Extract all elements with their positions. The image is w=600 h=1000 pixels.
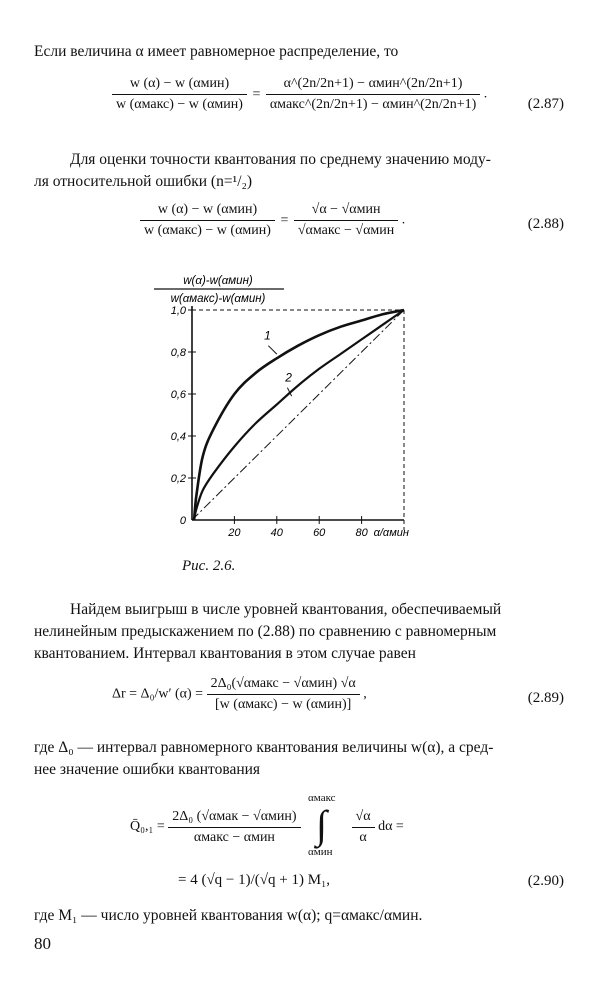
equation-2-88: $\frac{\text{w (α) − w (αмин)}}{\text{w (αмакс) − w (αмин)}}$ = $\frac{\text{√α − √αмин}}{\text{√αмакс − √αмин}}$ . bbox=[140, 202, 405, 239]
integral-sign: αмакс ∫ αмин bbox=[308, 792, 336, 858]
equation-number: (2.88) bbox=[527, 216, 564, 232]
paragraph-line: нелинейным предыскажением по (2.88) по сравнению с равномерным bbox=[34, 623, 497, 640]
fraction-denominator: w (αмакс) − w (αмин) bbox=[116, 97, 243, 112]
fraction-numerator: w (α) − w (αмин) bbox=[112, 76, 247, 95]
fraction-denominator: w (αмакс) − w (αмин) bbox=[144, 223, 271, 238]
series-line-linear bbox=[192, 310, 404, 520]
y-tick-label: 0 bbox=[179, 515, 186, 527]
equation-2-89-rhs bbox=[207, 676, 360, 713]
y-tick-label: 0,4 bbox=[170, 431, 186, 443]
paragraph-line: Если величина α имеет равномерное распределение, то bbox=[34, 43, 399, 60]
figure-caption: Рис. 2.6. bbox=[182, 558, 236, 574]
integral-upper-limit: αмакс bbox=[308, 792, 336, 804]
fraction-denominator: αмакс^(2n/2n+1) − αмин^(2n/2n+1) bbox=[269, 97, 477, 112]
y-axis-label bbox=[154, 275, 284, 305]
equation-2-88-lhs bbox=[140, 202, 275, 239]
paragraph-line: Найдем выигрыш в числе уровней квантования, обеспечиваемый bbox=[70, 601, 502, 618]
fraction-numerator: 2Δ₀ (√αмак − √αмин) bbox=[168, 809, 300, 828]
y-axis-label-numerator: w(α)-w(αмин) bbox=[183, 275, 253, 287]
figure-2-6-chart bbox=[150, 268, 420, 548]
fraction-numerator: √α − √αмин bbox=[294, 202, 398, 221]
y-tick-label: 1,0 bbox=[170, 305, 186, 317]
integrand bbox=[352, 809, 375, 846]
y-tick-label: 0,2 bbox=[170, 473, 186, 485]
paragraph-line: где M₁ — число уровней квантования w(α); q=αмакс/αмин. bbox=[34, 907, 423, 924]
equation-2-90-coefficient bbox=[168, 809, 300, 846]
series-line-1 bbox=[194, 310, 404, 520]
series-label-1: 1 bbox=[264, 328, 271, 343]
equation-2-90 bbox=[130, 792, 404, 862]
fraction-numerator: √α bbox=[352, 809, 375, 828]
y-axis-label-denominator: w(αмакс)-w(αмин) bbox=[170, 293, 266, 305]
integral-differential: dα = bbox=[378, 819, 404, 834]
fraction-numerator: 2Δ₀(√αмакс − √αмин) √α bbox=[207, 676, 360, 695]
page-number: 80 bbox=[34, 934, 51, 953]
integral-lower-limit: αмин bbox=[308, 846, 333, 858]
fraction-denominator: αмакс − αмин bbox=[193, 829, 275, 845]
equation-2-90-line2: = 4 (√q − 1)/(√q + 1) M₁, bbox=[178, 872, 331, 888]
equation-2-88-rhs bbox=[294, 202, 398, 239]
equation-number: (2.89) bbox=[527, 690, 564, 706]
plot-area bbox=[171, 305, 409, 539]
equation-2-87-rhs bbox=[266, 76, 480, 113]
series-label-2: 2 bbox=[285, 370, 292, 385]
x-tick-label: 20 bbox=[228, 527, 241, 539]
y-tick-label: 0,6 bbox=[170, 389, 186, 401]
paragraph-line: где Δ₀ — интервал равномерного квантования величины w(α), а сред- bbox=[34, 739, 494, 756]
equation-lhs: Q̄₀,₁ = bbox=[130, 819, 165, 834]
x-axis-label: α/αмин bbox=[373, 527, 409, 539]
series-label-1-leader bbox=[268, 346, 276, 354]
fraction-numerator: w (α) − w (αмин) bbox=[140, 202, 275, 221]
fraction-numerator: α^(2n/2n+1) − αмин^(2n/2n+1) bbox=[266, 76, 480, 95]
equation-2-89: Δr = Δ₀/w′ (α) = $\frac{\text{2Δ₀(√αмакс − √αмин) √α}}{\text{[w (αмакс) − w (αмин)]}}$ , bbox=[112, 676, 367, 712]
x-tick-label: 60 bbox=[313, 527, 326, 539]
y-tick-label: 0,8 bbox=[170, 347, 186, 359]
paragraph-line: ля относительной ошибки (n=¹/₂) bbox=[34, 173, 253, 190]
equation-2-87-lhs bbox=[112, 76, 247, 113]
equation-2-87: $\frac{\text{w (α) − w (αмин)}}{\text{w (αмакс) − w (αмин)}}$ = $\frac{\text{α\textasciicircum{}(2n/2n+1) − αмин\textasciicircum{}(2n/2n+1)}}{\text{αмакс\textasciicircum{}(2n/2n+1) − αмин\textasciicircum{}(2n/2n+1)}}$ . bbox=[112, 76, 487, 113]
fraction-denominator: [w (αмакс) − w (αмин)] bbox=[215, 697, 352, 712]
x-tick-label: 80 bbox=[355, 527, 368, 539]
paragraph-line: Для оценки точности квантования по среднему значению моду- bbox=[70, 151, 491, 168]
series-line-2 bbox=[194, 310, 404, 520]
fraction-denominator: √αмакс − √αмин bbox=[297, 223, 395, 238]
fraction-denominator: α bbox=[359, 829, 367, 845]
paragraph-line: квантованием. Интервал квантования в этом случае равен bbox=[34, 645, 416, 662]
equation-lhs: Δr = Δ₀/w′ (α) = bbox=[112, 686, 204, 702]
paragraph-line: нее значение ошибки квантования bbox=[34, 761, 261, 778]
x-tick-label: 40 bbox=[270, 527, 283, 539]
equation-number: (2.87) bbox=[527, 96, 564, 112]
equation-number: (2.90) bbox=[527, 873, 564, 889]
